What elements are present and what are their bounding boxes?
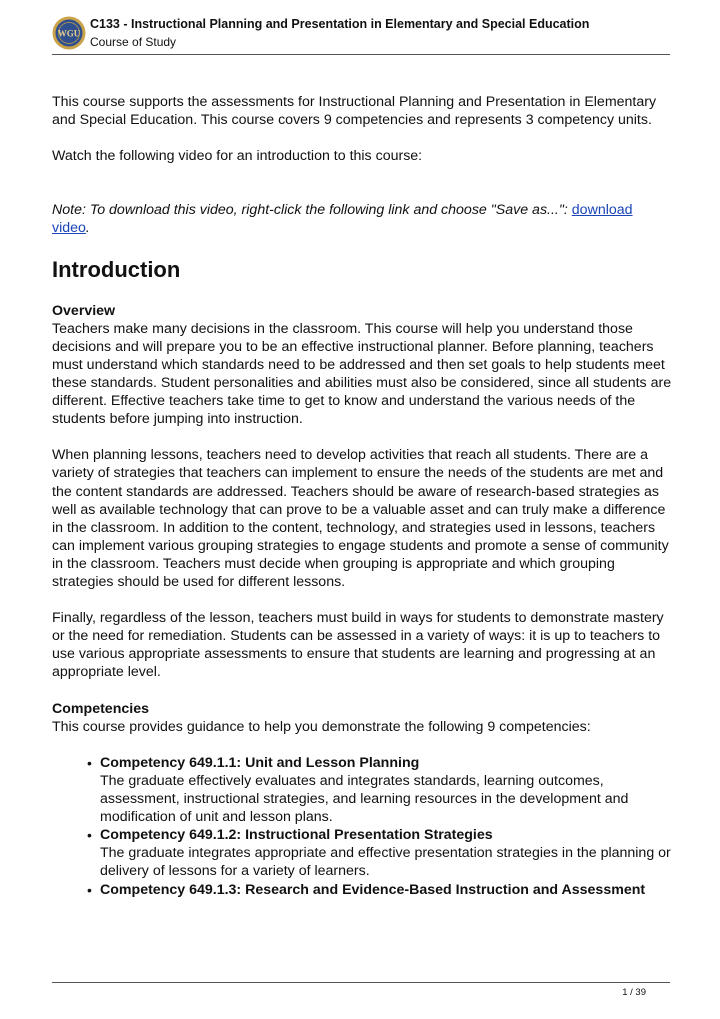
competency-item [100,754,672,826]
section-heading: Introduction [52,256,181,282]
course-description: This course supports the assessments for Instructional Planning and Presentation in Elementary and Special Education. This course covers 9 competencies and represents 3 competency units. [52,94,657,129]
competencies-title: Competencies [52,700,149,717]
overview-paragraph: When planning lessons, teachers need to develop activities that reach all students. There are a variety of strategies that teachers can implement to ensure the needs of the students are met and the content standards are addressed. Teachers should be aware of research-based strategies as well as available technology that can prove to be a valuable asset and can truly make a difference in the classroom. In addition to the content, technology, and strategies used in lessons, teachers can implement various grouping strategies to engage students and promote a sense of community in the classroom. Teachers must decide when grouping is appropriate and which grouping strategies should be used for different lessons. [52,447,669,590]
document-subtitle: Course of Study [90,35,177,49]
competency-list [52,754,672,899]
competencies-intro: This course provides guidance to help you demonstrate the following 9 competencies: [52,718,591,735]
main-content [52,93,672,899]
competency-title: • Competency 649.1.1: Unit and Lesson Planning [100,754,420,771]
download-note-end: . [85,220,90,237]
video-intro-text: Watch the following video for an introduction to this course: [52,148,423,165]
competency-item [100,881,672,899]
competency-description: The graduate effectively evaluates and integrates standards, learning outcomes, assessment, instructional strategies, and learning resources in the development and modification of unit and lesson plans. [100,773,629,826]
page-header [52,14,670,55]
download-video-link[interactable]: download video [52,202,633,237]
competency-title: • Competency 649.1.3: Research and Evidence-Based Instruction and Assessment [100,881,646,898]
download-note-text: Note: To download this video, right-click the following link and choose "Save as...": [52,202,572,219]
svg-text:WGU: WGU [57,28,81,39]
overview-paragraph: Teachers make many decisions in the classroom. This course will help you understand those decisions and will prepare you to be an effective instructional planner. Before planning, teachers must understand which standards need to be addressed and then set goals to help students meet these standards. Student personalities and abilities must also be considered, since all students are different. Effective teachers take time to get to know and understand the various needs of the students before jumping into instruction. [52,320,672,428]
wgu-seal-logo [52,16,86,50]
download-note [52,201,672,237]
page-footer [52,982,670,998]
page-number: 1 / 39 [622,987,646,998]
overview-title: Overview [52,302,116,319]
document-title: C133 - Instructional Planning and Presentation in Elementary and Special Education [90,17,590,31]
overview-paragraph: Finally, regardless of the lesson, teachers must build in ways for students to demonstrate mastery or the need for remediation. Students can be assessed in a variety of ways: it is up to teachers to use various appropriate assessments to ensure that students are learning and progressing at an appropriate level. [52,610,664,681]
competency-item [100,826,672,880]
competency-title: • Competency 649.1.2: Instructional Presentation Strategies [100,827,493,844]
competency-description: The graduate integrates appropriate and effective presentation strategies in the planning or delivery of lessons for a variety of learners. [100,845,671,880]
